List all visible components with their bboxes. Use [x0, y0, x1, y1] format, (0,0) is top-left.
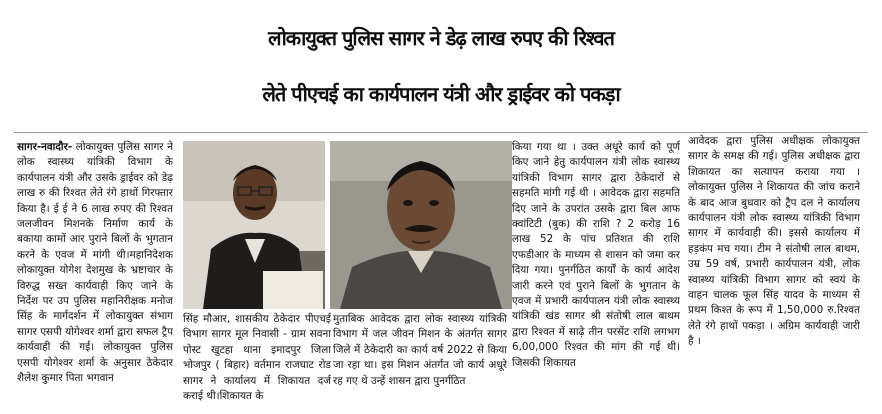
column-4-text: किया गया था । उक्त अधूरे कार्य को पूर्ण किए जाने हेतु कार्यपालन यंत्री लोक स्वास्थ्य यांत्रिकी विभाग सागर द्वारा ठेकेदारों से सहमति मांगी गई थी । आवेदक द्वारा सहमति दिए जाने के उपरांत उसके द्वारा बिल आफ क्वांटिटी (बुक) की राशि ? 2 करोड़ 16 लाख 52 के पांच प्रतिशत की राशि एफडीआर के माध्यम से शासन को जमा कर दिया गया। पुनर्गठित कार्यों के कार्य आदेश जारी करने एवं पुराने बिलों के भुगतान के एवज में प्रभारी कार्यपालन यंत्री लोक स्वास्थ्य यांत्रिकी खंड सागर श्री संतोषी लाल बाथम द्वारा रिश्वत में साढ़े तीन परसेंट राशि लगभग 6,00,000 रिश्वत की मांग की गई थी। जिसकी शिकायत — [512, 141, 680, 369]
caption-1-text: सिंह मौआर, शासकीय ठेकेदार पीएचई विभाग सागर मूल निवासी - ग्राम सवना पोस्ट खुटहा थाना इमादपुर जिला भोजपुर ( बिहार) वर्तमान राजघाट रोड सागर ने कार्यालय में शिकायत दर्ज कराई थी।शिकायत के — [183, 313, 331, 403]
photo-official-2 — [330, 141, 512, 309]
column-5-text: आवेदक द्वारा पुलिस अधीक्षक लोकायुक्त सागर के समक्ष की गई। पुलिस अधीक्षक द्वारा शिकायत का सत्यापन कराया गया । लोकायुक्त पुलिस ने शिकायत की जांच कराने के बाद आज बुधवार को ट्रैप दल ने कार्यालय कार्यपालन यंत्री लोक स्वास्थ्य यांत्रिकी विभाग सागर में कार्यवाही की। इससे कार्यालय में हड़कंप मच गया। टीम ने संतोषी लाल बाथम, उम्र 59 वर्ष, प्रभारी कार्यपालन यंत्री, लोक स्वास्थ्य यांत्रिकी विभाग सागर को स्वयं के वाहन चालक फूल सिंह यादव के माध्यम से प्रथम किश्त के रूप में 1,50,000 रु.रिश्वत लेते रंगे हाथों पकड़ा । अग्रिम कार्यवाही जारी है । — [688, 135, 860, 348]
article-column-5 — [688, 134, 860, 412]
photo-caption-2 — [333, 312, 507, 412]
headline-line-1: लोकायुक्त पुलिस सागर ने डेढ़ लाख रुपए की रिश्वत — [268, 26, 614, 50]
column-1-text: लोकायुक्त पुलिस सागर ने लोक स्वास्थ्य यांत्रिकी विभाग के कार्यपालन यंत्री और उसके ड्राईवर को डेढ़ लाख रु की रिश्वत लेते रंगे हाथों गिरफ्तार किया है। ई ई ने 6 लाख रुपए की रिश्वत जलजीवन मिशनके निर्माण कार्य के बकाया कामों आर पुराने बिलों के भुगतान करने के एवज में मांगी थी।महानिदेशक लोकायुक्त योगेश देशमुख के भ्रष्टाचार के विरुद्ध सख्त कार्यवाही किए जाने के निर्देश पर उप पुलिस महानिरीक्षक मनोज सिंह के मार्गदर्शन में लोकायुक्त संभाग सागर एसपी योगेश्वर शर्मा द्वारा सफल ट्रैप कार्यवाही की गई। लोकायुक्त पुलिस एसपी योगेश्वर शर्मा के अनुसार ठेकेदार शैलेश कुमार पिता भगवान — [17, 141, 173, 385]
man-in-office-photo — [183, 141, 325, 309]
caption-2-text: मुताबिक आवेदक द्वारा लोक स्वास्थ्य यांत्रिकी विभाग में जल जीवन मिशन के अंतर्गत सागर जिले में ठेकेदारी का कार्य वर्ष 2022 से किया जा रहा था। इस मिशन अंतर्गत जो कार्य अधूरे रह गए थे उन्हें शासन द्वारा पुनर्गठित — [333, 313, 507, 387]
dateline: सागर-नवादौर- — [17, 141, 73, 153]
article-column-1 — [17, 140, 173, 412]
photo-caption-1 — [183, 312, 331, 412]
article-column-4 — [512, 140, 680, 412]
photo-official-1 — [183, 141, 325, 309]
man-portrait-photo — [330, 141, 512, 309]
headline-divider — [14, 132, 868, 133]
headline-line-2: लेते पीएचई का कार्यपालन यंत्री और ड्राईवर को पकड़ा — [262, 82, 620, 106]
